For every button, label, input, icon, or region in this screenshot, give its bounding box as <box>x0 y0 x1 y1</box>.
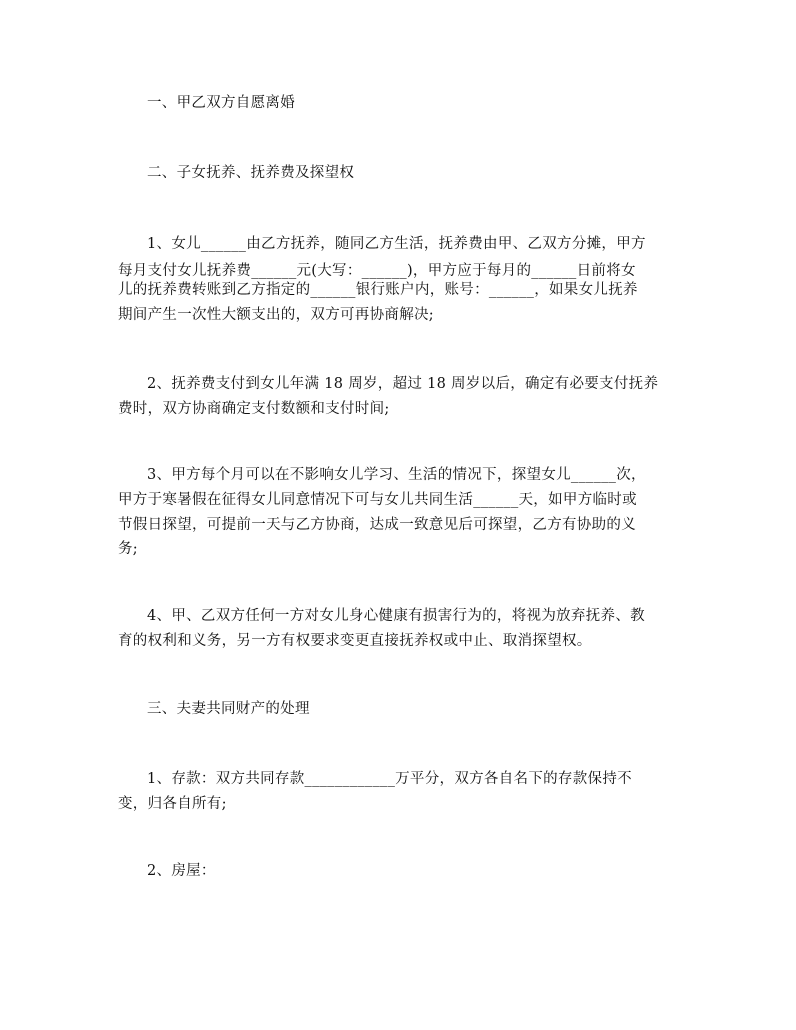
section-2-heading: 二、子女抚养、抚养费及探望权 <box>147 165 355 181</box>
clause-2-3-line-3: 节假日探望，可提前一天与乙方协商，达成一致意见后可探望，乙方有协助的义 <box>118 517 636 533</box>
clause-2-2-line-2: 费时，双方协商确定支付数额和支付时间; <box>118 401 390 417</box>
section-1-heading: 一、甲乙双方自愿离婚 <box>147 95 295 111</box>
clause-3-2-line-1: 2、房屋： <box>147 863 216 879</box>
clause-3-1-line-1: 1、存款：双方共同存款____________万平分，双方各自名下的存款保持不 <box>147 771 632 787</box>
clause-2-3-line-1: 3、甲方每个月可以在不影响女儿学习、生活的情况下，探望女儿______次， <box>147 467 646 483</box>
clause-2-3-line-2: 甲方于寒暑假在征得女儿同意情况下可与女儿共同生活______天，如甲方临时或 <box>118 492 637 508</box>
clause-3-1-line-2: 变，归各自所有; <box>118 796 227 812</box>
clause-2-4-line-1: 4、甲、乙双方任何一方对女儿身心健康有损害行为的，将视为放弃抚养、教 <box>147 608 645 624</box>
clause-2-1-line-3: 儿的抚养费转账到乙方指定的______银行账户内，账号：______，如果女儿抚养 <box>118 282 638 298</box>
clause-2-3-line-4: 务; <box>118 541 138 557</box>
section-3-heading: 三、夫妻共同财产的处理 <box>147 701 310 717</box>
clause-2-1-line-2: 每月支付女儿抚养费______元(大写：______)，甲方应于每月的______日前将女 <box>118 263 636 279</box>
clause-2-1-line-4: 期间产生一次性大额支出的，双方可再协商解决; <box>118 307 434 323</box>
clause-2-2-line-1: 2、抚养费支付到女儿年满 18 周岁，超过 18 周岁以后，确定有必要支付抚养 <box>147 376 659 392</box>
clause-2-4-line-2: 育的权利和义务，另一方有权要求变更直接抚养权或中止、取消探望权。 <box>118 633 592 649</box>
clause-2-1-line-1: 1、女儿______由乙方抚养，随同乙方生活，抚养费由甲、乙双方分摊，甲方 <box>147 236 646 252</box>
